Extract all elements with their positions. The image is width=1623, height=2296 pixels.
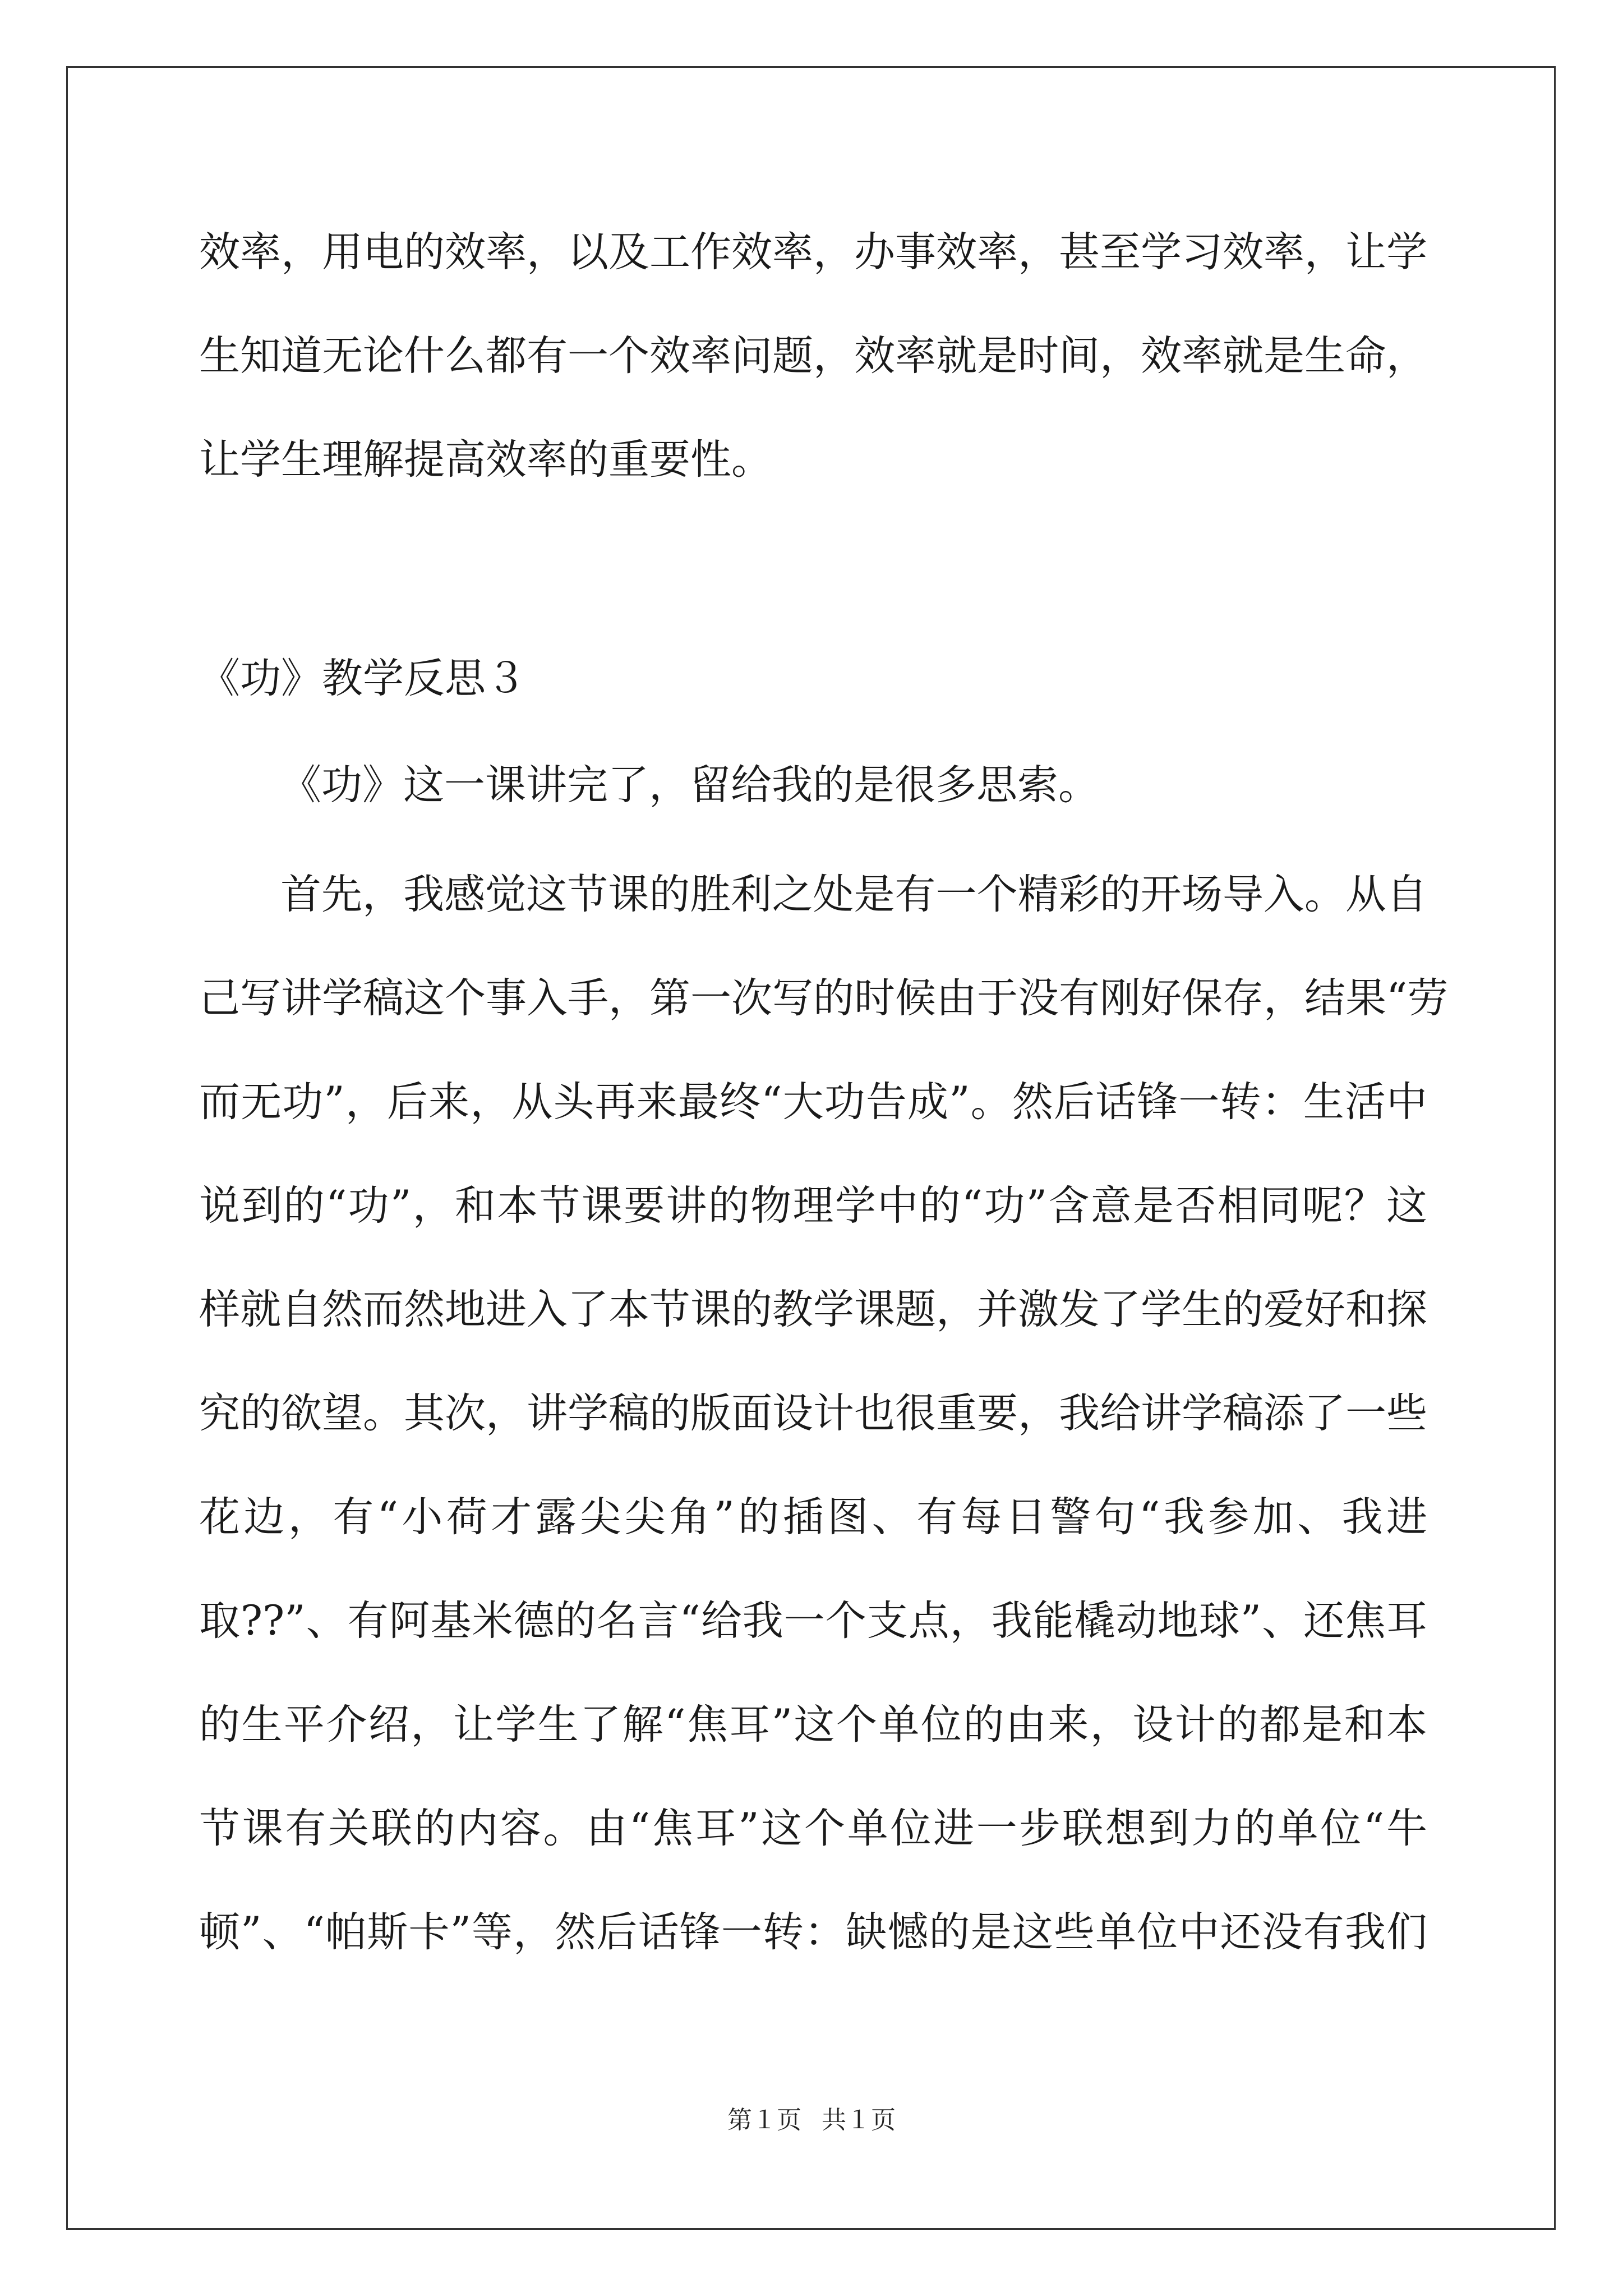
- page-total: 共１页: [822, 2106, 896, 2134]
- text-line: 顿”、“帕斯卡”等，然后话锋一转：缺憾的是这些单位中还没有我们: [199, 1908, 1427, 1956]
- text-line: 让学生理解提高效率的重要性。: [199, 436, 772, 484]
- text-line: 节课有关联的内容。由“焦耳”这个单位进一步联想到力的单位“牛: [199, 1805, 1427, 1852]
- text-line: 首先，我感觉这节课的胜利之处是有一个精彩的开场导入。从自: [280, 871, 1427, 918]
- text-line: 样就自然而然地进入了本节课的教学课题，并激发了学生的爱好和探: [199, 1286, 1427, 1333]
- text-line: 己写讲学稿这个事入手，第一次写的时候由于没有刚好保存，结果“劳: [199, 974, 1449, 1022]
- text-line: 效率，用电的效率，以及工作效率，办事效率，甚至学习效率，让学: [199, 228, 1427, 276]
- text-line: 花边，有“小荷才露尖尖角”的插图、有每日警句“我参加、我进: [199, 1493, 1427, 1541]
- text-line: 究的欲望。其次，讲学稿的版面设计也很重要，我给讲学稿添了一些: [199, 1389, 1427, 1437]
- text-line: 的生平介绍，让学生了解“焦耳”这个单位的由来，设计的都是和本: [199, 1701, 1427, 1749]
- text-line: 取??”、有阿基米德的名言“给我一个支点，我能橇动地球”、还焦耳: [199, 1597, 1427, 1645]
- text-line: 说到的“功”，和本节课要讲的物理学中的“功”含意是否相同呢？这: [199, 1182, 1427, 1230]
- section-heading: 《功》教学反思３: [199, 655, 527, 702]
- page-footer: [0, 2104, 1623, 2137]
- page-number: 第１页: [727, 2106, 801, 2134]
- text-line: 《功》这一课讲完了，留给我的是很多思索。: [280, 761, 1099, 809]
- text-line: 而无功”，后来，从头再来最终“大功告成”。然后话锋一转：生活中: [199, 1078, 1427, 1126]
- text-line: 生知道无论什么都有一个效率问题，效率就是时间，效率就是生命，: [199, 332, 1427, 380]
